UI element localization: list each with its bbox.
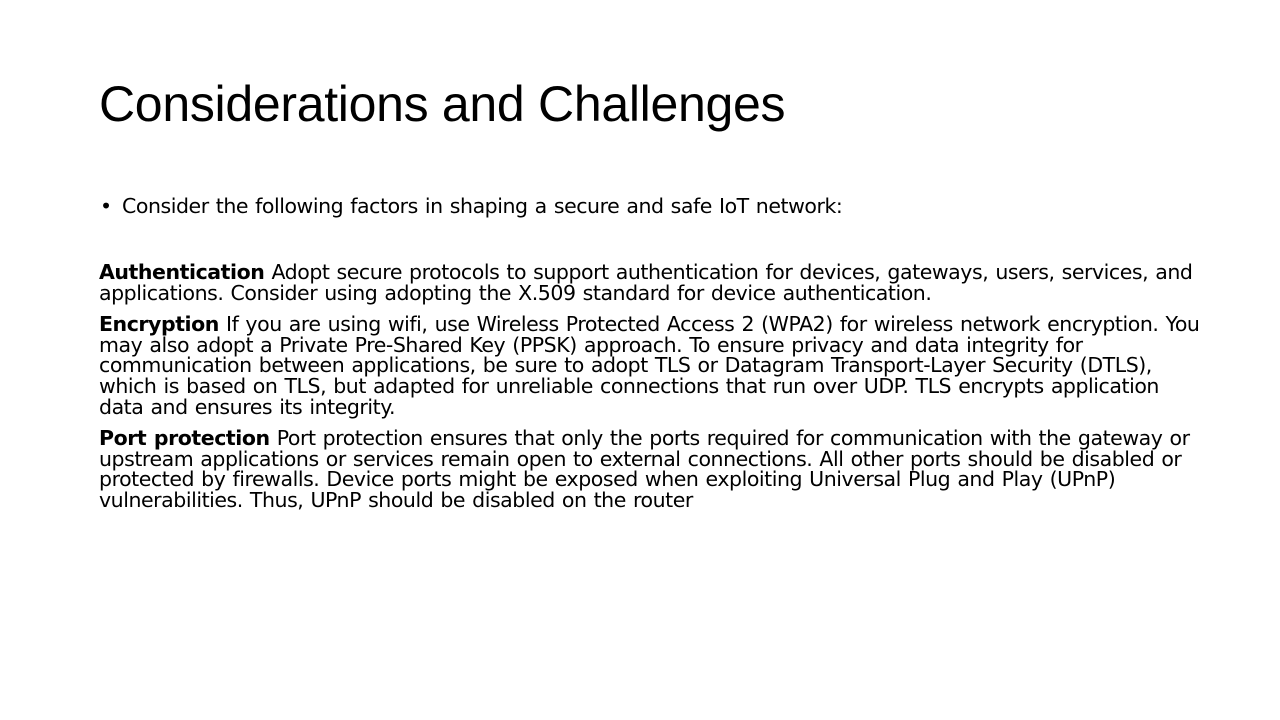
section-text: Port protection ensures that only the ports required for communication with the gateway or upstream applications or services remain open to external connections. All other ports should be disabled or protected by firewalls. Device ports might be exposed when exploiting Universal Plug and Play (UPnP) vulnerabilities. Thus, UPnP should be disabled on the router xyxy=(99,426,1190,512)
section-encryption xyxy=(99,314,1209,417)
section-authentication xyxy=(99,262,1209,303)
bullet-item xyxy=(99,191,1209,221)
section-heading: Encryption xyxy=(99,312,219,337)
section-heading: Authentication xyxy=(99,260,265,284)
section-text: Adopt secure protocols to support authentication for devices, gateways, users, services, and applications. Consider using adopting the X.509 standard for device authentication. xyxy=(99,260,1193,305)
section-text: If you are using wifi, use Wireless Protected Access 2 (WPA2) for wireless network encryption. You may also adopt a Private Pre-Shared Key (PPSK) approach. To ensure privacy and data integrity for communication between applications, be sure to adopt TLS or Datagram Transport-Layer Security (DTLS), which is based on TLS, but adapted for unreliable connections that run over UDP. TLS encrypts application data and ensures its integrity. xyxy=(99,312,1200,419)
slide-title: Considerations and Challenges xyxy=(99,76,786,132)
bullet-dot-icon: • xyxy=(100,194,112,218)
bullet-text: Consider the following factors in shaping a secure and safe IoT network: xyxy=(122,194,843,218)
slide-body xyxy=(99,191,1209,511)
section-heading: Port protection xyxy=(99,426,270,451)
section-port-protection xyxy=(99,428,1209,510)
